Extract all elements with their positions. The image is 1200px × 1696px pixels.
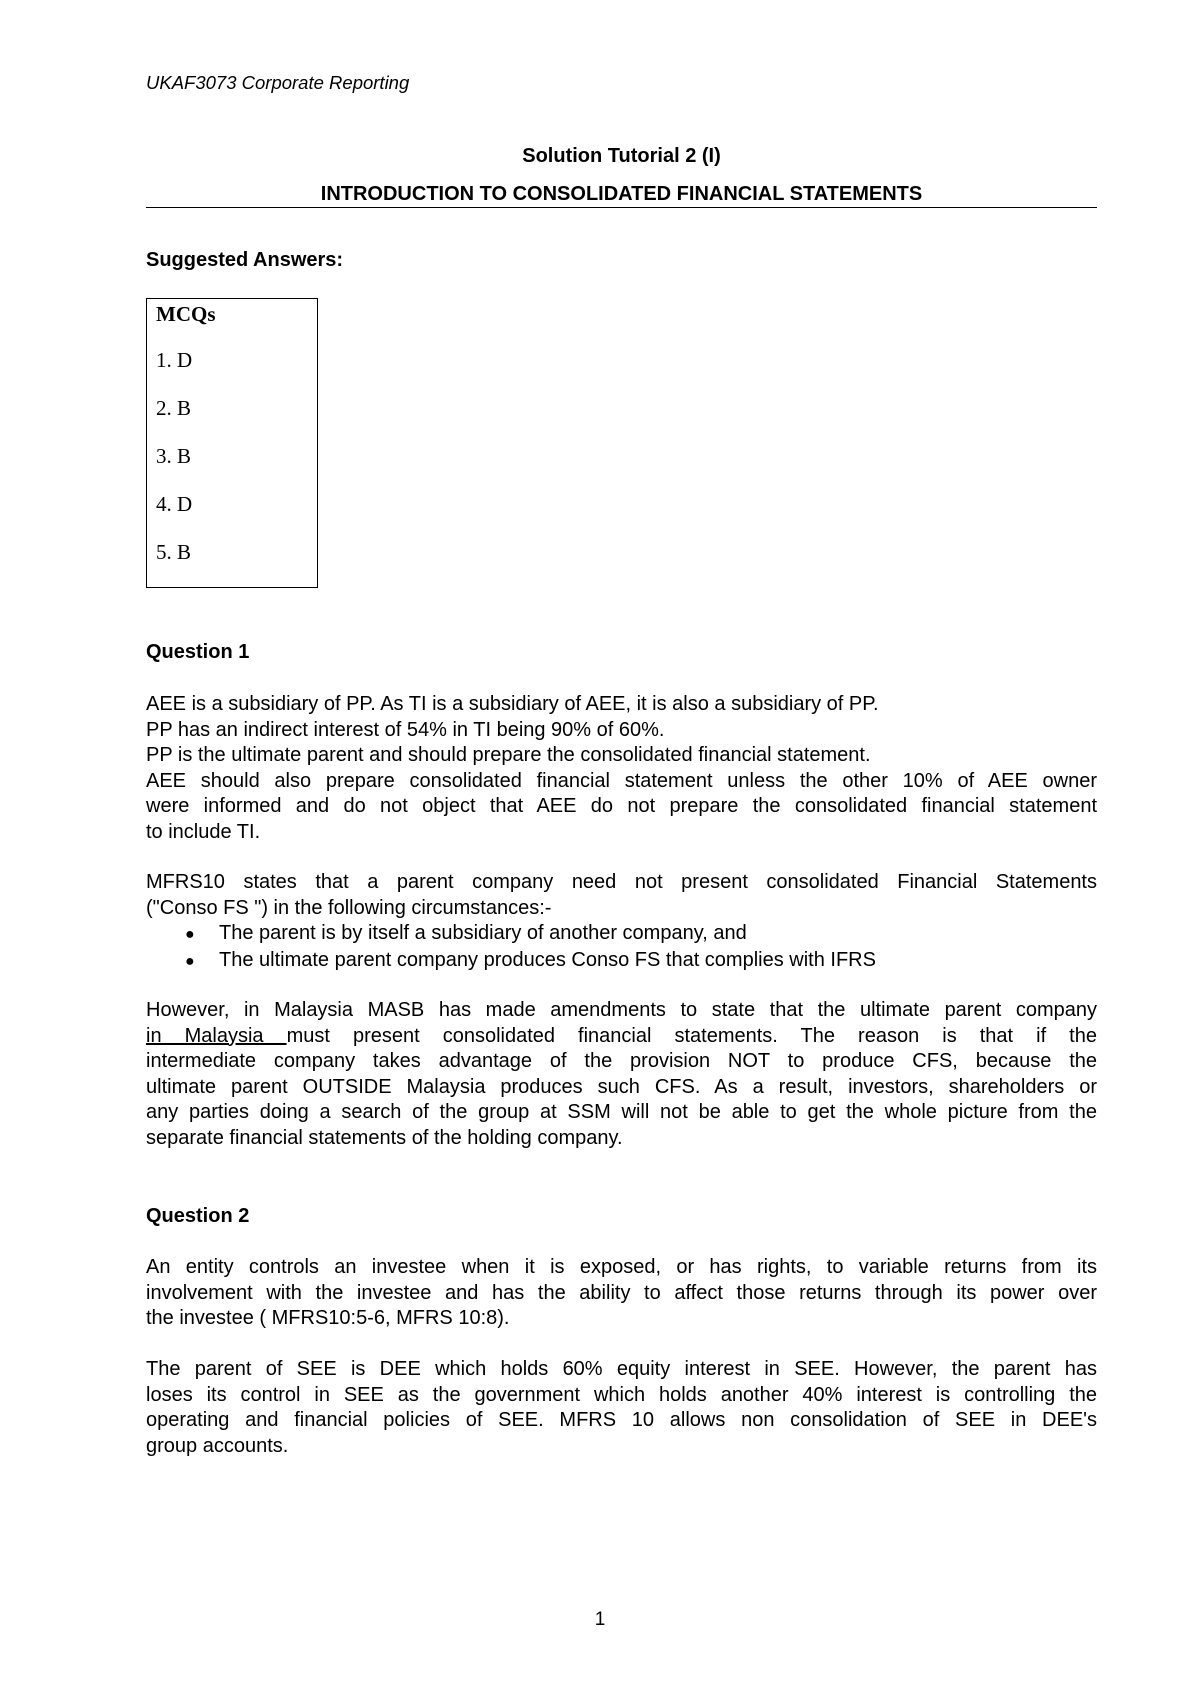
title-block: [146, 143, 1097, 207]
text-line: any parties doing a search of the group at SSM will not be able to get the whole picture from the: [146, 1101, 1097, 1123]
bullet-text: The ultimate parent company produces Conso FS that complies with IFRS: [219, 948, 876, 971]
text-line: MFRS10 states that a parent company need not present consolidated Financial Statements: [146, 871, 1097, 893]
question-1-paragraph-3: [146, 998, 1097, 1151]
mcq-heading: MCQs: [156, 302, 216, 326]
text-line: were informed and do not object that AEE do not prepare the consolidated financial statement: [146, 795, 1097, 817]
mcq-answer-2: 2. B: [156, 396, 192, 420]
text-line: An entity controls an investee when it is exposed, or has rights, to variable returns from its: [146, 1256, 1097, 1278]
mcq-answer-3: 3. B: [156, 444, 192, 468]
question-1-heading: Question 1: [146, 641, 250, 663]
question-1-paragraph-1: [146, 692, 1097, 845]
text-line: PP has an indirect interest of 54% in TI being 90% of 60%.: [146, 718, 665, 741]
bullet-text: The parent is by itself a subsidiary of another company, and: [219, 922, 747, 944]
question-2-paragraph-1: [146, 1255, 1097, 1332]
text-line: AEE should also prepare consolidated financial statement unless the other 10% of AEE owner: [146, 769, 1097, 792]
text-line: intermediate company takes advantage of the provision NOT to produce CFS, because the: [146, 1050, 1097, 1072]
text-line: ultimate parent OUTSIDE Malaysia produces such CFS. As a result, investors, shareholders or: [146, 1075, 1097, 1098]
suggested-answers-label: Suggested Answers:: [146, 249, 344, 271]
text-line: group accounts.: [146, 1434, 289, 1457]
mcq-answer-box: [146, 298, 318, 588]
mcq-answer-1: 1. D: [156, 348, 193, 372]
mcq-answer-5: 5. B: [156, 540, 192, 564]
question-1-paragraph-2: [146, 870, 1097, 921]
text-line: PP is the ultimate parent and should prepare the consolidated financial statement.: [146, 744, 871, 766]
question-2-paragraph-2: [146, 1357, 1097, 1459]
text-line: separate financial statements of the holding company.: [146, 1126, 623, 1149]
bullet-icon: ●: [185, 926, 195, 943]
bullet-icon: ●: [185, 952, 195, 970]
page-number: 1: [594, 1609, 606, 1630]
running-header: UKAF3073 Corporate Reporting: [146, 72, 410, 93]
text-line: loses its control in SEE as the government which holds another 40% interest is controlling the: [146, 1383, 1097, 1406]
text-line: AEE is a subsidiary of PP. As TI is a subsidiary of AEE, it is also a subsidiary of PP.: [146, 693, 879, 715]
tutorial-title: Solution Tutorial 2 (I): [522, 145, 721, 167]
text-line: ("Conso FS ") in the following circumstances:-: [146, 896, 552, 919]
text-line: The parent of SEE is DEE which holds 60% equity interest in SEE. However, the parent has: [146, 1358, 1097, 1380]
text-line: to include TI.: [146, 820, 261, 843]
question-2-heading: Question 2: [146, 1205, 250, 1227]
topic-title: INTRODUCTION TO CONSOLIDATED FINANCIAL STATEMENTS: [320, 183, 923, 205]
text-line: the investee ( MFRS10:5-6, MFRS 10:8).: [146, 1307, 510, 1329]
text-segment: must present consolidated financial statements. The reason is that if the: [286, 1024, 1097, 1047]
list-item: [185, 921, 876, 948]
text-line: involvement with the investee and has the ability to affect those returns through its power over: [146, 1281, 1097, 1304]
title-divider: [146, 207, 1097, 208]
text-line: However, in Malaysia MASB has made amendments to state that the ultimate parent company: [146, 999, 1097, 1021]
underlined-text: in Malaysia: [146, 1024, 287, 1047]
text-line: [146, 1024, 1097, 1050]
list-item: [185, 948, 876, 975]
exemption-bullet-list: [185, 921, 876, 974]
text-line: operating and financial policies of SEE. MFRS 10 allows non consolidation of SEE in DEE's: [146, 1409, 1097, 1431]
mcq-answer-4: 4. D: [156, 492, 193, 516]
